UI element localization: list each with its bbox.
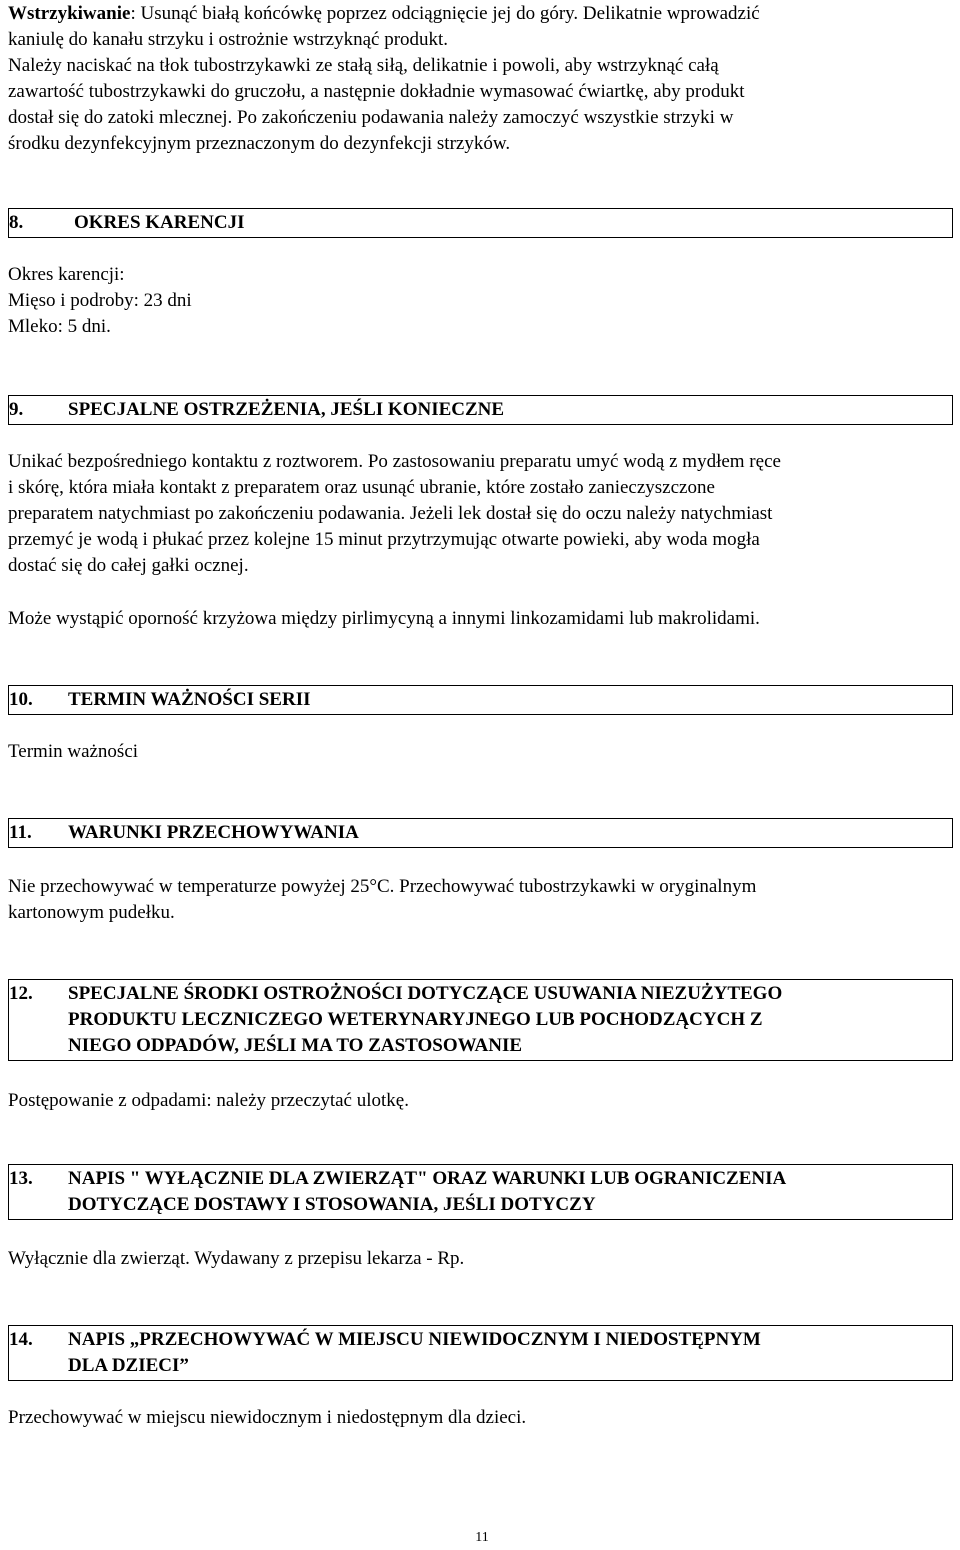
section-10-title: TERMIN WAŻNOŚCI SERII — [68, 689, 311, 710]
withdrawal-meat: Mięso i podroby: 23 dni — [8, 290, 192, 311]
warning-line-3: preparatem natychmiast po zakończeniu podawania. Jeżeli lek dostał się do oczu należy natychmiast — [8, 503, 773, 524]
section-12-title-line-2: PRODUKTU LECZNICZEGO WETERYNARYJNEGO LUB POCHODZĄCYCH Z — [68, 1009, 763, 1030]
cross-resistance-text: Może wystąpić oporność krzyżowa między pirlimycyną a innymi linkozamidami lub makrolidami. — [8, 608, 760, 629]
section-9-paragraph-2 — [8, 606, 956, 632]
section-12-body — [8, 1088, 956, 1114]
section-13-heading — [8, 1164, 953, 1220]
section-14-heading — [8, 1325, 953, 1381]
intro-label: Wstrzykiwanie — [8, 3, 131, 24]
section-13-body — [8, 1246, 956, 1272]
intro-line-1-rest: : Usunąć białą końcówkę poprzez odciągnięcie jej do góry. Delikatnie wprowadzić — [130, 3, 760, 24]
section-11-number: 11. — [9, 822, 32, 843]
section-8-number: 8. — [9, 212, 24, 233]
section-10-number: 10. — [9, 689, 33, 710]
expiry-text: Termin ważności — [8, 741, 139, 762]
section-10-heading — [8, 685, 953, 715]
warning-line-2: i skórę, która miała kontakt z preparatem oraz usunąć ubranie, które zostało zanieczyszczone — [8, 477, 715, 498]
page-number: 11 — [475, 1530, 489, 1545]
section-14-body — [8, 1405, 956, 1431]
warning-line-5: dostać się do całej gałki ocznej. — [8, 555, 249, 576]
withdrawal-label: Okres karencji: — [8, 264, 125, 285]
storage-line-2: kartonowym pudełku. — [8, 902, 175, 923]
section-11-title: WARUNKI PRZECHOWYWANIA — [68, 822, 359, 843]
document-page — [8, 0, 956, 1550]
section-12-title-line-3: NIEGO ODPADÓW, JEŚLI MA TO ZASTOSOWANIE — [68, 1035, 523, 1056]
intro-line-3: Należy naciskać na tłok tubostrzykawki ze stałą siłą, delikatnie i powoli, aby wstrzyknąć całą — [8, 55, 719, 76]
intro-line-1 — [8, 1, 956, 27]
section-8-title: OKRES KARENCJI — [74, 212, 245, 233]
section-12-title-line-1: SPECJALNE ŚRODKI OSTROŻNOŚCI DOTYCZĄCE USUWANIA NIEZUŻYTEGO — [68, 983, 783, 1004]
intro-line-6: środku dezynfekcyjnym przeznaczonym do dezynfekcji strzyków. — [8, 133, 511, 154]
section-9-heading — [8, 395, 953, 425]
section-13-title-line-2: DOTYCZĄCE DOSTAWY I STOSOWANIA, JEŚLI DOTYCZY — [68, 1194, 596, 1215]
disposal-text: Postępowanie z odpadami: należy przeczytać ulotkę. — [8, 1090, 409, 1111]
warning-line-1: Unikać bezpośredniego kontaktu z roztworem. Po zastosowaniu preparatu umyć wodą z mydłem ręce — [8, 451, 781, 472]
section-9-title: SPECJALNE OSTRZEŻENIA, JEŚLI KONIECZNE — [68, 399, 505, 420]
section-12-number: 12. — [9, 983, 33, 1004]
intro-line-4: zawartość tubostrzykawki do gruczołu, a następnie dokładnie wymasować ćwiartkę, aby produkt — [8, 81, 745, 102]
withdrawal-milk: Mleko: 5 dni. — [8, 316, 111, 337]
section-14-title-line-2: DLA DZIECI” — [68, 1355, 189, 1376]
section-9-paragraph-1 — [8, 449, 956, 579]
section-12-heading — [8, 979, 953, 1061]
section-10-body — [8, 739, 956, 765]
section-13-number: 13. — [9, 1168, 33, 1189]
section-13-title-line-1: NAPIS " WYŁĄCZNIE DLA ZWIERZĄT" ORAZ WARUNKI LUB OGRANICZENIA — [68, 1168, 787, 1189]
intro-paragraph — [8, 1, 956, 157]
section-8-heading — [8, 208, 953, 238]
section-9-number: 9. — [9, 399, 24, 420]
section-11-body — [8, 874, 956, 926]
section-8-body — [8, 262, 956, 340]
storage-line-1: Nie przechowywać w temperaturze powyżej 25°C. Przechowywać tubostrzykawki w oryginalnym — [8, 876, 757, 897]
section-14-title-line-1: NAPIS „PRZECHOWYWAĆ W MIEJSCU NIEWIDOCZNYM I NIEDOSTĘPNYM — [68, 1329, 761, 1350]
children-warning-text: Przechowywać w miejscu niewidocznym i niedostępnym dla dzieci. — [8, 1407, 527, 1428]
section-14-number: 14. — [9, 1329, 33, 1350]
intro-line-2: kaniulę do kanału strzyku i ostrożnie wstrzyknąć produkt. — [8, 29, 449, 50]
warning-line-4: przemyć je wodą i płukać przez kolejne 15 minut przytrzymując otwarte powieki, aby woda mogła — [8, 529, 760, 550]
intro-line-5: dostał się do zatoki mlecznej. Po zakończeniu podawania należy zamoczyć wszystkie strzyki w — [8, 107, 734, 128]
veterinary-only-text: Wyłącznie dla zwierząt. Wydawany z przepisu lekarza - Rp. — [8, 1248, 465, 1269]
section-11-heading — [8, 818, 953, 848]
